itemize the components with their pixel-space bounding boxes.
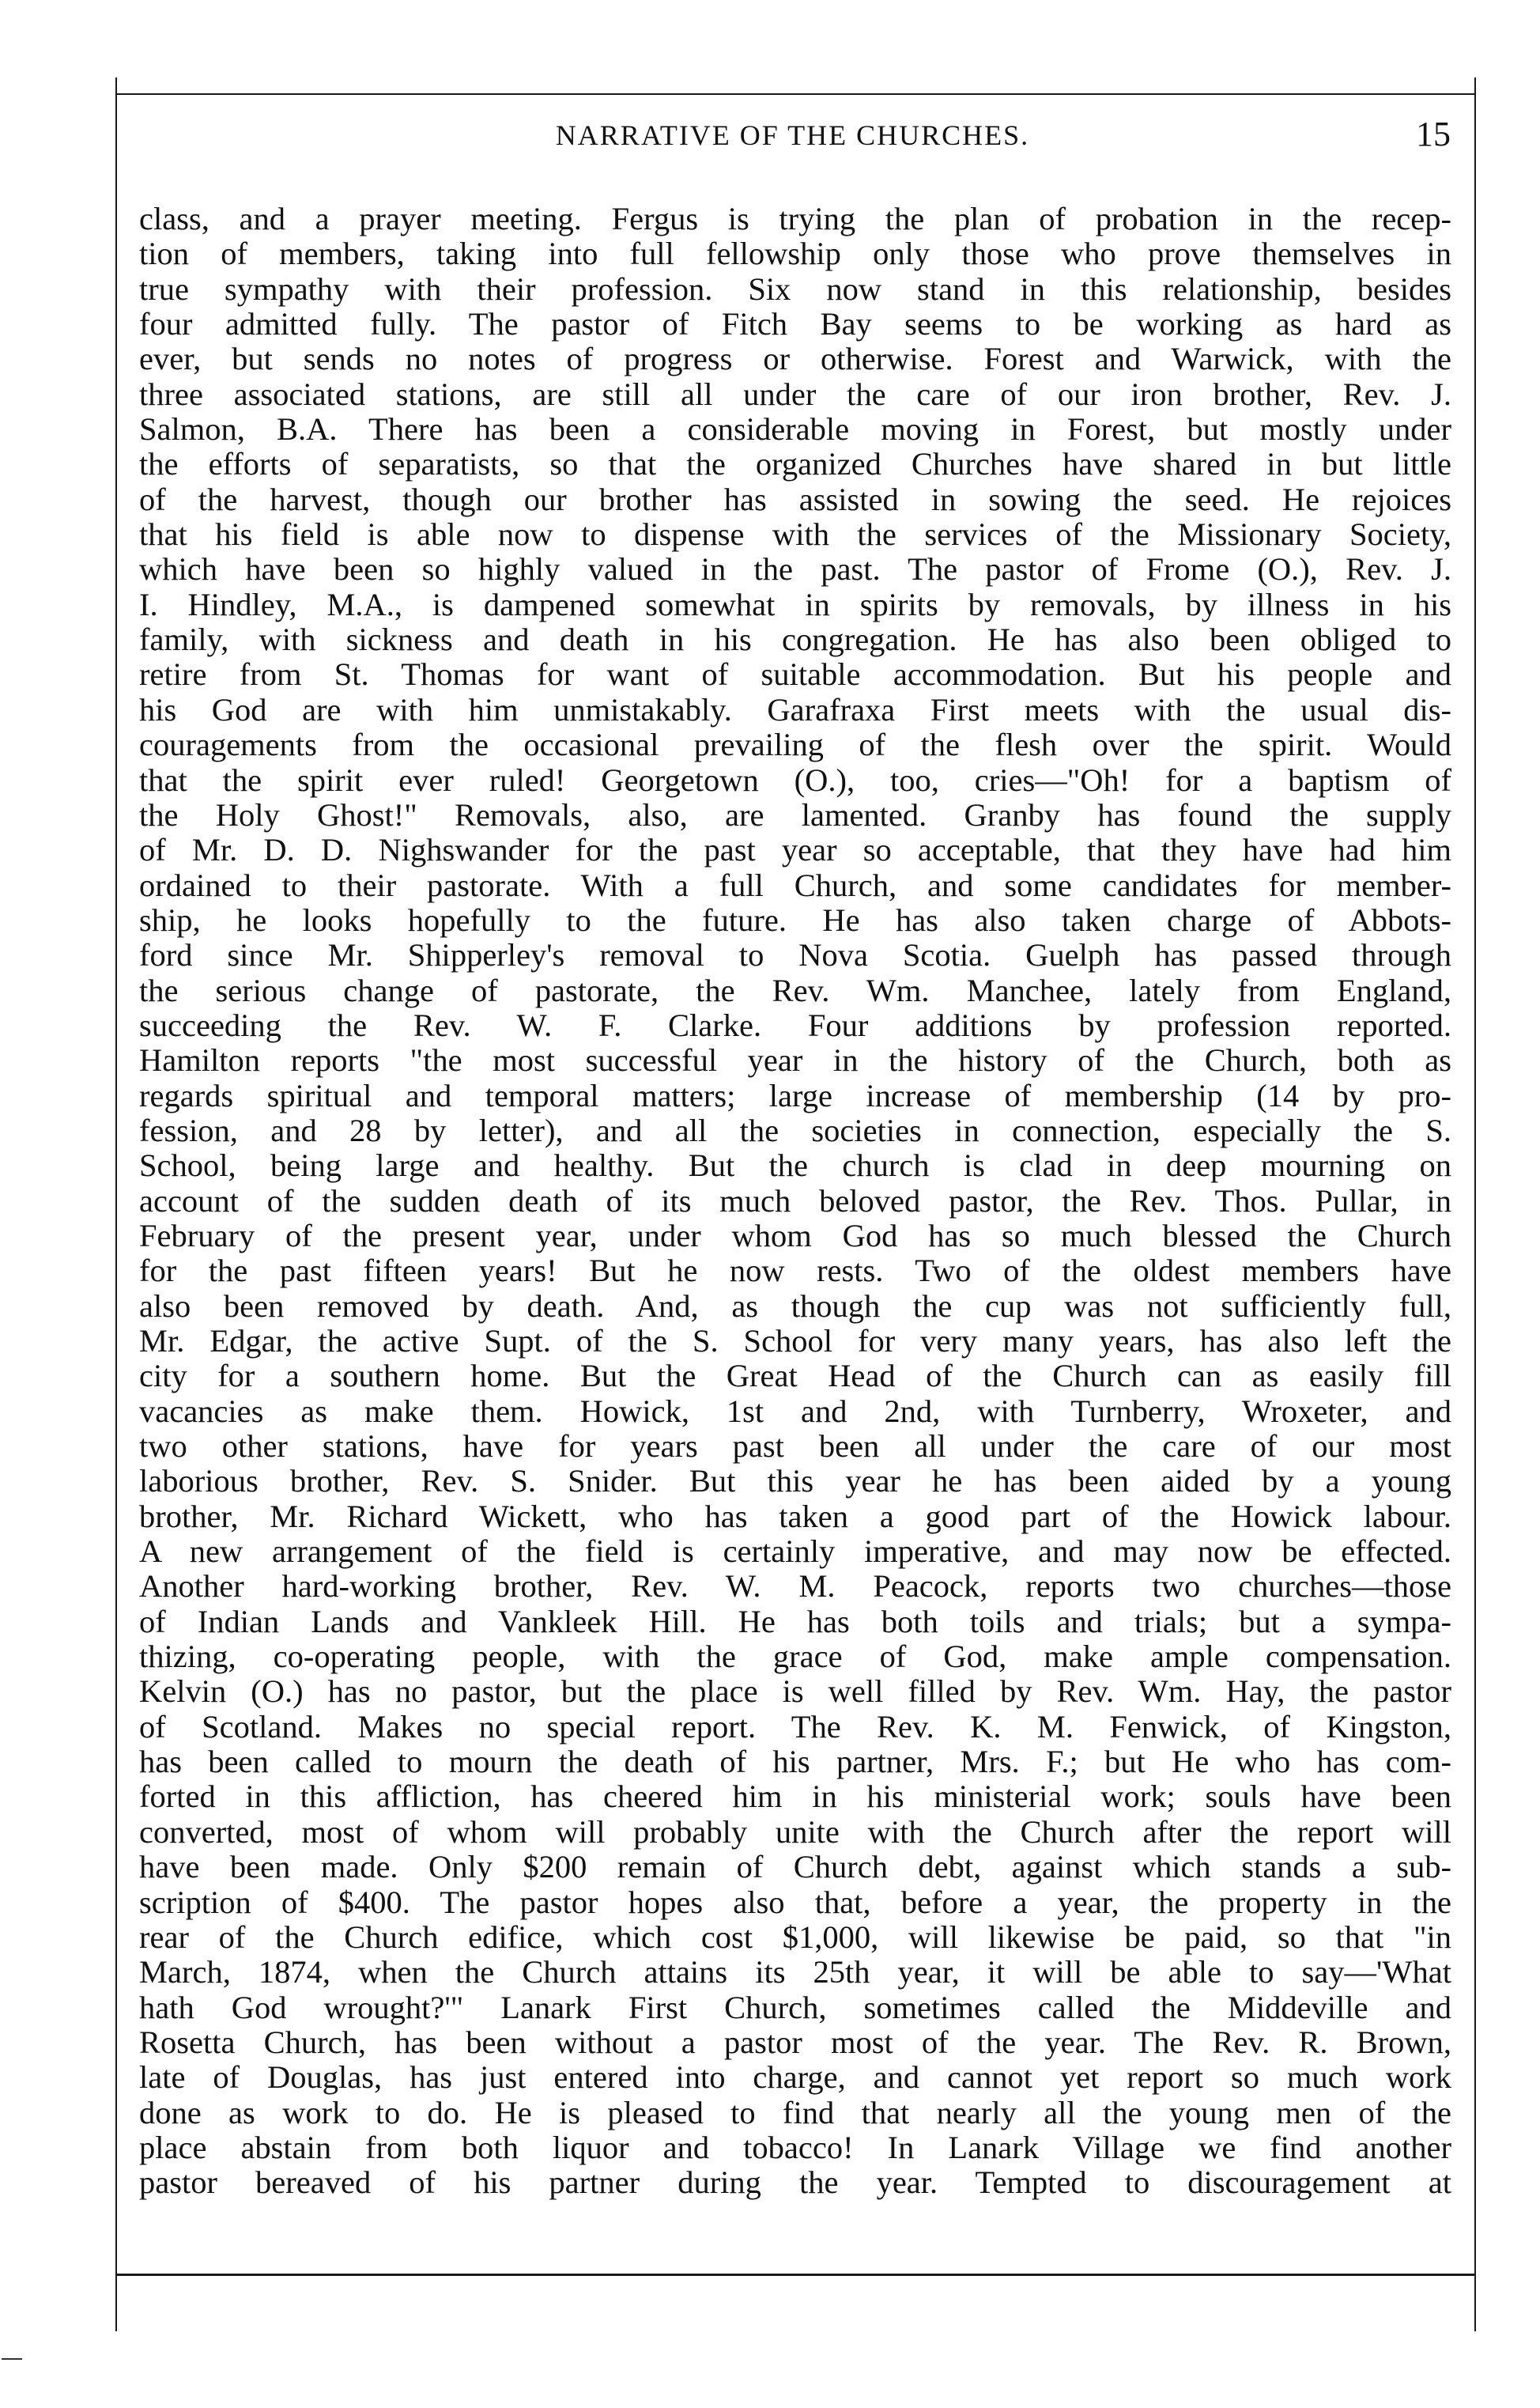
text-line: his God are with him unmistakably. Garafraxa First meets with the usual dis- <box>139 691 1451 728</box>
text-line: late of Douglas, has just entered into charge, and cannot yet report so much work <box>139 2059 1451 2096</box>
text-line: thizing, co-operating people, with the grace of God, make ample compensation. <box>139 1639 1451 1675</box>
text-line: hath God wrought?'" Lanark First Church, sometimes called the Middeville and <box>139 1989 1451 2025</box>
text-line: three associated stations, are still all under the care of our iron brother, Rev. J. <box>139 376 1451 412</box>
text-line: for the past fifteen years! But he now rests. Two of the oldest members have <box>139 1253 1451 1289</box>
page-number: 15 <box>1416 115 1451 153</box>
text-line: ever, but sends no notes of progress or otherwise. Forest and Warwick, with the <box>139 341 1451 377</box>
text-line: ford since Mr. Shipperley's removal to Nova Scotia. Guelph has passed through <box>139 937 1451 973</box>
text-line: March, 1874, when the Church attains its 25th year, it will be able to say—'What <box>139 1954 1451 1990</box>
text-line: vacancies as make them. Howick, 1st and 2nd, with Turnberry, Wroxeter, and <box>139 1393 1451 1429</box>
text-line: pastor bereaved of his partner during the year. Tempted to discouragement at <box>139 2164 1451 2201</box>
right-border-rule <box>1474 77 1476 2331</box>
text-line: of the harvest, though our brother has assisted in sowing the seed. He rejoices <box>139 481 1451 517</box>
text-line: Kelvin (O.) has no pastor, but the place is well filled by Rev. Wm. Hay, the pastor <box>139 1673 1451 1710</box>
text-line: Rosetta Church, has been without a pastor most of the year. The Rev. R. Brown, <box>139 2024 1451 2060</box>
text-line: the efforts of separatists, so that the organized Churches have shared in but little <box>139 446 1451 482</box>
text-line: city for a southern home. But the Great Head of the Church can as easily fill <box>139 1358 1451 1394</box>
text-line: also been removed by death. And, as though the cup was not sufficiently full, <box>139 1287 1451 1324</box>
text-line: have been made. Only $200 remain of Church debt, against which stands a sub- <box>139 1849 1451 1885</box>
text-line: done as work to do. He is pleased to find that nearly all the young men of the <box>139 2094 1451 2130</box>
text-line: converted, most of whom will probably unite with the Church after the report will <box>139 1813 1451 1850</box>
text-line: account of the sudden death of its much beloved pastor, the Rev. Thos. Pullar, in <box>139 1182 1451 1219</box>
footer-rule <box>115 2274 1476 2276</box>
text-line: of Scotland. Makes no special report. The Rev. K. M. Fenwick, of Kingston, <box>139 1708 1451 1745</box>
text-line: brother, Mr. Richard Wickett, who has taken a good part of the Howick labour. <box>139 1498 1451 1534</box>
text-line: forted in this affliction, has cheered him in his ministerial work; souls have been <box>139 1779 1451 1815</box>
text-line: family, with sickness and death in his congregation. He has also been obliged to <box>139 622 1451 658</box>
text-line: tion of members, taking into full fellowship only those who prove themselves in <box>139 236 1451 272</box>
text-line: retire from St. Thomas for want of suitable accommodation. But his people and <box>139 656 1451 693</box>
text-line: I. Hindley, M.A., is dampened somewhat in spirits by removals, by illness in his <box>139 586 1451 622</box>
text-line: the serious change of pastorate, the Rev. Wm. Manchee, lately from England, <box>139 972 1451 1008</box>
running-title: NARRATIVE OF THE CHURCHES. <box>555 119 1030 151</box>
text-line: School, being large and healthy. But the church is clad in deep mourning on <box>139 1147 1451 1184</box>
text-line: Hamilton reports "the most successful year in the history of the Church, both as <box>139 1042 1451 1079</box>
text-line: ship, he looks hopefully to the future. He has also taken charge of Abbots- <box>139 902 1451 938</box>
text-line: ordained to their pastorate. With a full Church, and some candidates for member- <box>139 867 1451 903</box>
text-line: February of the present year, under whom God has so much blessed the Church <box>139 1217 1451 1253</box>
text-line: that his field is able now to dispense with the services of the Missionary Society, <box>139 516 1451 553</box>
text-line: couragements from the occasional prevailing of the flesh over the spirit. Would <box>139 727 1451 763</box>
text-line: succeeding the Rev. W. F. Clarke. Four additions by profession reported. <box>139 1007 1451 1043</box>
text-line: the Holy Ghost!" Removals, also, are lamented. Granby has found the supply <box>139 796 1451 833</box>
text-line: rear of the Church edifice, which cost $1,000, will likewise be paid, so that "in <box>139 1918 1451 1955</box>
header-rule <box>115 93 1476 95</box>
text-line: two other stations, have for years past been all under the care of our most <box>139 1428 1451 1465</box>
left-border-rule <box>115 77 117 2331</box>
text-line: which have been so highly valued in the past. The pastor of Frome (O.), Rev. J. <box>139 551 1451 588</box>
text-line: place abstain from both liquor and tobacco! In Lanark Village we find another <box>139 2129 1451 2165</box>
text-line: class, and a prayer meeting. Fergus is trying the plan of probation in the recep- <box>139 201 1451 236</box>
text-line: Salmon, B.A. There has been a considerable moving in Forest, but mostly under <box>139 411 1451 448</box>
page-header <box>134 115 1451 166</box>
text-line: that the spirit ever ruled! Georgetown (O.), too, cries—"Oh! for a baptism of <box>139 762 1451 798</box>
text-line: A new arrangement of the field is certainly imperative, and may now be effected. <box>139 1533 1451 1570</box>
text-line: four admitted fully. The pastor of Fitch Bay seems to be working as hard as <box>139 306 1451 342</box>
text-line: Mr. Edgar, the active Supt. of the S. School for very many years, has also left the <box>139 1323 1451 1359</box>
text-line: has been called to mourn the death of his partner, Mrs. F.; but He who has com- <box>139 1744 1451 1780</box>
margin-mark <box>2 2358 22 2360</box>
text-line: scription of $400. The pastor hopes also that, before a year, the property in the <box>139 1884 1451 1920</box>
text-line: fession, and 28 by letter), and all the societies in connection, especially the S. <box>139 1112 1451 1148</box>
text-line: true sympathy with their profession. Six now stand in this relationship, besides <box>139 270 1451 307</box>
text-line: of Indian Lands and Vankleek Hill. He has both toils and trials; but a sympa- <box>139 1603 1451 1639</box>
text-line: laborious brother, Rev. S. Snider. But this year he has been aided by a young <box>139 1463 1451 1499</box>
text-line: Another hard-working brother, Rev. W. M. Peacock, reports two churches—those <box>139 1568 1451 1605</box>
body-text <box>139 202 1451 2201</box>
text-line: of Mr. D. D. Nighswander for the past year so acceptable, that they have had him <box>139 832 1451 868</box>
text-line: regards spiritual and temporal matters; large increase of membership (14 by pro- <box>139 1077 1451 1113</box>
